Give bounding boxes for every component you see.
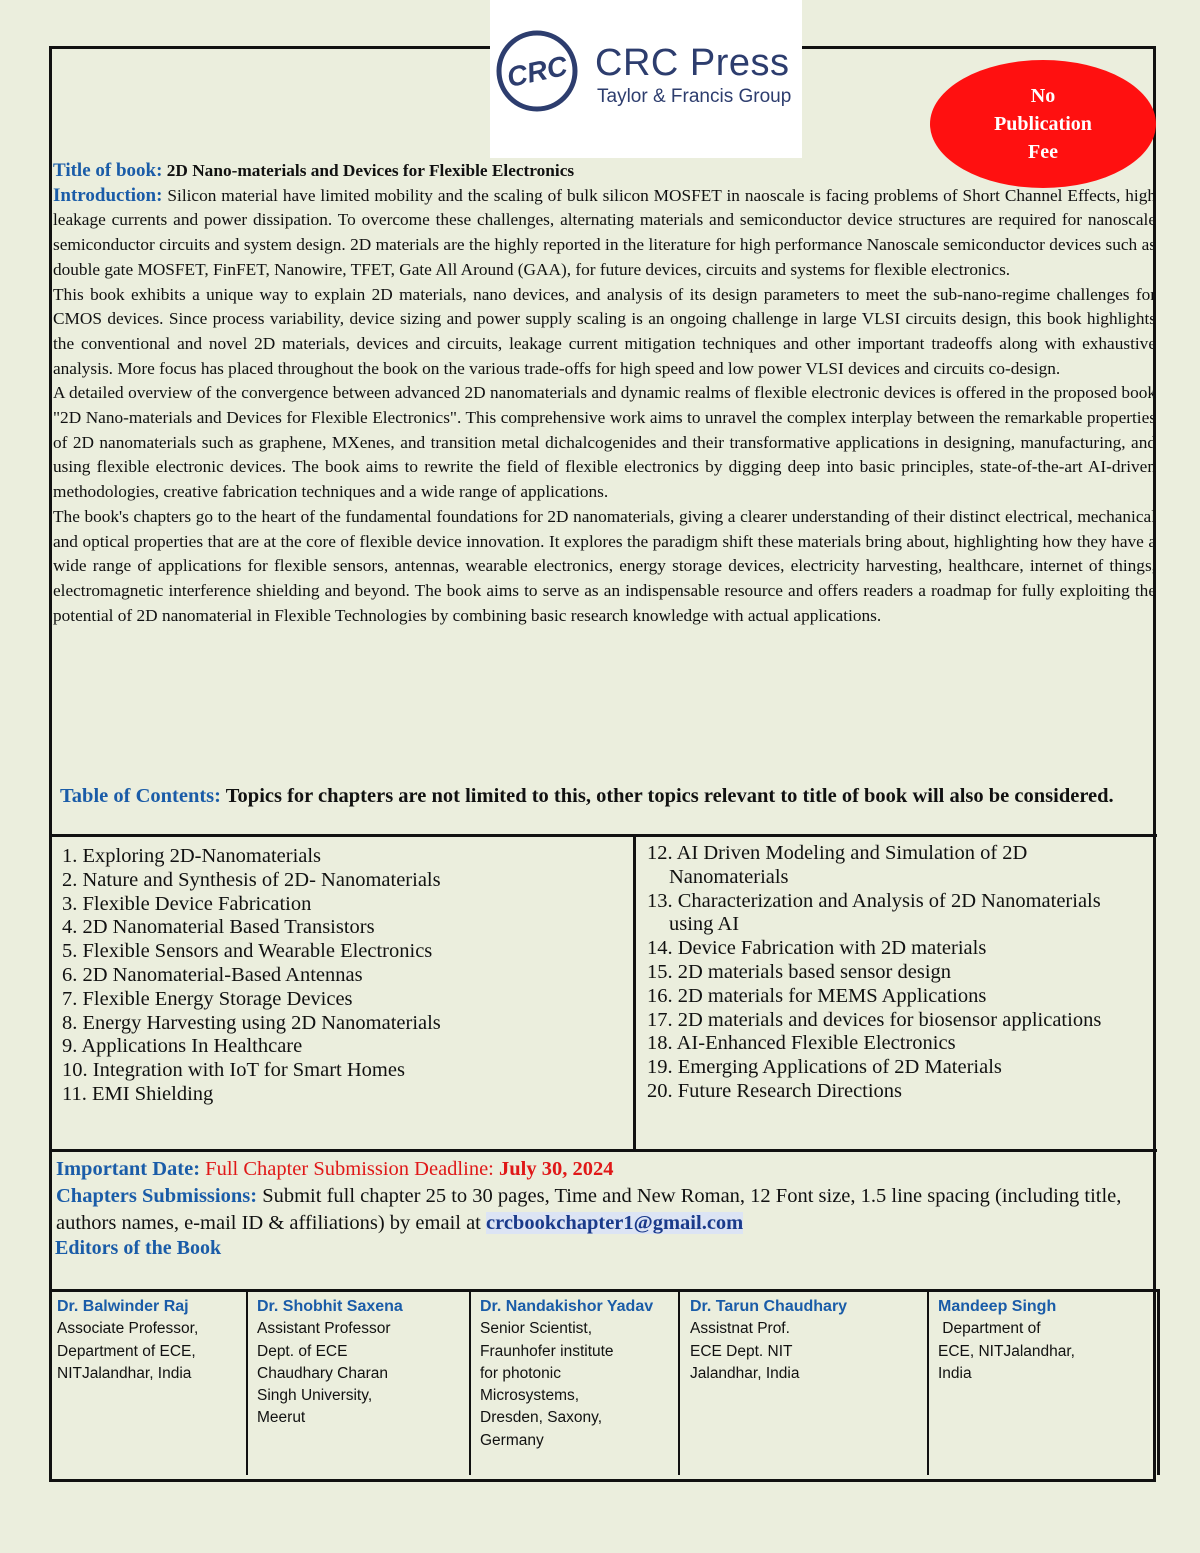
editor-name: Dr. Tarun Chaudhary xyxy=(690,1298,848,1315)
toc-item: 16. 2D materials for MEMS Applications xyxy=(647,984,987,1007)
toc-item: 4. 2D Nanomaterial Based Transistors xyxy=(62,916,375,939)
toc-item: 7. Flexible Energy Storage Devices xyxy=(62,987,353,1010)
publisher-logo xyxy=(490,0,802,158)
toc-note: Topics for chapters are not limited to this, other topics relevant to title of book will also be considered. xyxy=(225,785,1114,807)
editor-affiliation-line: ECE Dept. NIT xyxy=(690,1342,793,1360)
editor-card xyxy=(257,1296,457,1479)
editor-affiliation-line: NITJalandhar, India xyxy=(57,1364,192,1382)
toc-item: 3. Flexible Device Fabrication xyxy=(62,892,312,915)
editors-table xyxy=(50,1289,1160,1475)
badge-line-2: Publication xyxy=(994,113,1092,135)
editor-affiliation-line: India xyxy=(938,1364,972,1382)
editor-affiliation-line: Germany xyxy=(480,1431,544,1449)
toc-label: Table of Contents: xyxy=(60,785,221,807)
editor-affiliation-line: Associate Professor, xyxy=(57,1320,199,1338)
editor-affiliation-line: Microsystems, xyxy=(480,1387,580,1405)
editor-name: Mandeep Singh xyxy=(938,1298,1057,1315)
intro-paragraph-3: A detailed overview of the convergence between advanced 2D nanomaterials and dynamic realms of flexible electronic devices is offered in the proposed book "2D Nano-materials and Devices for Flexible Electronics". This comprehensive work aims to unravel the complex interplay between the remarkable properties of 2D nanomaterials such as graphene, MXenes, and transition metal dichalcogenides and their transformative applications in designing, manufacturing, and using flexible electronic devices. The book aims to rewrite the field of flexible electronics by digging deep into basic principles, state-of-the-art AI-driven methodologies, creative fabrication techniques and a wide range of applications. xyxy=(53,383,1156,502)
toc-item: 9. Applications In Healthcare xyxy=(62,1035,303,1058)
submission-email-link[interactable]: crcbookchapter1@gmail.com xyxy=(486,1212,744,1234)
toc-left-column xyxy=(62,845,622,1107)
editor-affiliation-line: Assistnat Prof. xyxy=(690,1320,790,1338)
editors-divider xyxy=(469,1292,471,1475)
editor-affiliation-line: Dept. of ECE xyxy=(257,1342,348,1360)
brand-subtitle: Taylor & Francis Group xyxy=(597,86,792,107)
editor-card xyxy=(57,1296,242,1479)
editor-name: Dr. Shobhit Saxena xyxy=(257,1298,403,1315)
crc-logo-icon xyxy=(496,30,578,112)
badge-line-3: Fee xyxy=(1028,141,1058,163)
editor-affiliation-line: Chaudhary Charan xyxy=(257,1364,388,1382)
editors-divider xyxy=(927,1292,929,1475)
toc-item: 17. 2D materials and devices for biosensor applications xyxy=(647,1008,1102,1031)
editor-affiliation-line: Department of xyxy=(938,1320,1041,1338)
editor-affiliation-line: Jalandhar, India xyxy=(690,1364,800,1382)
editor-affiliation-line: Senior Scientist, xyxy=(480,1320,592,1338)
editor-affiliation-line: Fraunhofer institute xyxy=(480,1342,614,1360)
toc-item: 11. EMI Shielding xyxy=(62,1082,214,1105)
toc-item: 1. Exploring 2D-Nanomaterials xyxy=(62,845,322,867)
toc-item: 13. Characterization and Analysis of 2D Nanomaterials using AI xyxy=(647,889,1101,936)
editor-name: Dr. Balwinder Raj xyxy=(57,1298,189,1315)
editor-affiliation-line: Dresden, Saxony, xyxy=(480,1409,603,1427)
toc-item: 6. 2D Nanomaterial-Based Antennas xyxy=(62,963,363,986)
brand-name: CRC Press xyxy=(595,42,790,84)
deadline-date: July 30, 2024 xyxy=(499,1158,614,1180)
toc-item: 10. Integration with IoT for Smart Homes xyxy=(62,1059,405,1082)
toc-item: 5. Flexible Sensors and Wearable Electronics xyxy=(62,940,433,963)
badge-line-1: No xyxy=(1030,85,1056,107)
toc-item: 14. Device Fabrication with 2D materials xyxy=(647,937,987,960)
intro-paragraph-1: Silicon material have limited mobility and the scaling of bulk silicon MOSFET in naoscale is facing problems of Short Channel Effects, high leakage currents and power dissipation. To overcome these challenges, alternating materials and semiconductor device structures are required for nanoscale semiconductor circuits and system design. 2D materials are the highly reported in the literature for high performance Nanoscale semiconductor devices such as double gate MOSFET, FinFET, Nanowire, TFET, Gate All Around (GAA), for future devices, circuits and systems for flexible electronics. xyxy=(53,185,1156,279)
title-label: Title of book: xyxy=(53,160,163,181)
editors-divider xyxy=(246,1292,248,1475)
intro-section xyxy=(53,159,1156,628)
toc-item: 8. Energy Harvesting using 2D Nanomaterials xyxy=(62,1011,441,1034)
editor-affiliation-line: Department of ECE, xyxy=(57,1342,196,1360)
editor-affiliation-line: ECE, NITJalandhar, xyxy=(938,1342,1075,1360)
editor-card xyxy=(938,1296,1153,1479)
editors-title: Editors of the Book xyxy=(55,1237,222,1259)
editor-affiliation-line: Meerut xyxy=(257,1409,306,1427)
toc-item: 19. Emerging Applications of 2D Materials xyxy=(647,1056,1002,1079)
intro-label: Introduction: xyxy=(53,184,163,206)
important-date-label: Important Date: xyxy=(56,1158,201,1180)
editor-affiliation-line: Singh University, xyxy=(257,1387,373,1405)
toc-item: 20. Future Research Directions xyxy=(647,1079,903,1102)
submissions-text: Submit full chapter 25 to 30 pages, Time and New Roman, 12 Font size, 1.5 line spacing (including title, authors names, e-mail ID & affiliations) by email at xyxy=(56,1185,1122,1234)
book-title: 2D Nano-materials and Devices for Flexible Electronics xyxy=(166,161,575,180)
intro-paragraph-2: This book exhibits a unique way to explain 2D materials, nano devices, and analysis of its design parameters to meet the sub-nano-regime challenges for CMOS devices. Since process variability, device sizing and power supply scaling is an ongoing challenge in large VLSI circuits design, this book highlights the conventional and novel 2D materials, devices and circuits, leakage current mitigation techniques and other important tradeoffs along with exhaustive analysis. More focus has placed throughout the book on the various trade-offs for high speed and low power VLSI devices and circuits co-design. xyxy=(53,284,1156,378)
editor-affiliation-line: Assistant Professor xyxy=(257,1320,391,1338)
toc-divider xyxy=(633,837,636,1149)
toc-right-column xyxy=(647,842,1147,1104)
submissions-label: Chapters Submissions: xyxy=(56,1185,258,1207)
editor-card xyxy=(690,1296,925,1479)
intro-paragraph-4: The book's chapters go to the heart of the fundamental foundations for 2D nanomaterials, giving a clearer understanding of their distinct electrical, mechanical and optical properties that are at the core of flexible device innovation. It explores the paradigm shift these materials bring about, highlighting how they have a wide range of applications for flexible sensors, antennas, wearable electronics, energy storage devices, electricity harvesting, healthcare, internet of things, electromagnetic interference shielding and beyond. The book aims to serve as an indispensable resource and offers readers a roadmap for fully exploiting the potential of 2D nanomaterial in Flexible Technologies by combining basic research knowledge with actual applications. xyxy=(53,506,1156,625)
toc-table xyxy=(50,834,1157,1152)
toc-item: 2. Nature and Synthesis of 2D- Nanomaterials xyxy=(62,868,441,891)
toc-item: 12. AI Driven Modeling and Simulation of 2D Nanomaterials xyxy=(647,842,1028,888)
crc-mark-text: CRC xyxy=(504,50,570,93)
toc-heading xyxy=(60,783,1154,810)
toc-item: 18. AI-Enhanced Flexible Electronics xyxy=(647,1032,956,1055)
editor-card xyxy=(480,1296,680,1479)
editor-name: Dr. Nandakishor Yadav xyxy=(480,1298,654,1315)
editor-affiliation-line: for photonic xyxy=(480,1364,561,1382)
deadline-text: Full Chapter Submission Deadline: xyxy=(205,1158,494,1180)
dates-section xyxy=(56,1156,1156,1237)
toc-item: 15. 2D materials based sensor design xyxy=(647,960,952,983)
